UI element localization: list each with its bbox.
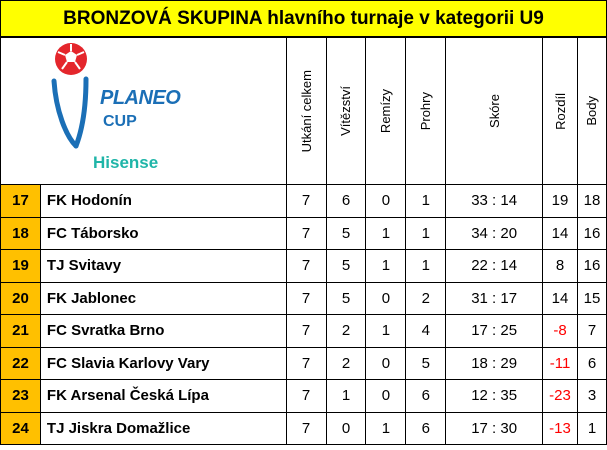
score-cell: 31 : 17	[446, 282, 543, 315]
soccer-ball-icon	[53, 41, 89, 77]
table-row	[1, 185, 607, 218]
score-cell: 17 : 30	[446, 412, 543, 445]
sponsor-name: Hisense	[93, 153, 159, 172]
played-cell: 7	[286, 250, 326, 283]
wins-cell: 5	[326, 282, 366, 315]
diff-cell: 14	[543, 217, 578, 250]
played-cell: 7	[286, 282, 326, 315]
points-cell: 7	[577, 315, 606, 348]
rank-cell: 17	[1, 185, 41, 218]
planeo-cup-logo	[46, 41, 196, 181]
points-cell: 18	[577, 185, 606, 218]
logo-cell	[1, 38, 287, 185]
points-cell: 1	[577, 412, 606, 445]
table-row	[1, 380, 607, 413]
draws-cell: 1	[366, 412, 406, 445]
draws-cell: 0	[366, 282, 406, 315]
table-row	[1, 217, 607, 250]
played-cell: 7	[286, 347, 326, 380]
score-cell: 34 : 20	[446, 217, 543, 250]
brand-name: PLANEO	[100, 87, 181, 109]
wins-cell: 5	[326, 250, 366, 283]
wins-cell: 1	[326, 380, 366, 413]
played-cell: 7	[286, 217, 326, 250]
losses-cell: 4	[406, 315, 446, 348]
col-header-score: Skóre	[446, 38, 543, 185]
score-cell: 22 : 14	[446, 250, 543, 283]
played-cell: 7	[286, 380, 326, 413]
team-cell: FK Jablonec	[40, 282, 286, 315]
played-cell: 7	[286, 412, 326, 445]
table-row	[1, 347, 607, 380]
points-cell: 6	[577, 347, 606, 380]
col-header-diff: Rozdíl	[543, 38, 578, 185]
page-title: BRONZOVÁ SKUPINA hlavního turnaje v kategorii U9	[0, 0, 607, 37]
team-cell: TJ Svitavy	[40, 250, 286, 283]
table-row	[1, 412, 607, 445]
diff-cell: 8	[543, 250, 578, 283]
table-row	[1, 250, 607, 283]
team-cell: FK Arsenal Česká Lípa	[40, 380, 286, 413]
diff-cell: 19	[543, 185, 578, 218]
table-row	[1, 315, 607, 348]
diff-cell: 14	[543, 282, 578, 315]
losses-cell: 6	[406, 412, 446, 445]
losses-cell: 1	[406, 185, 446, 218]
team-cell: FC Svratka Brno	[40, 315, 286, 348]
played-cell: 7	[286, 315, 326, 348]
points-cell: 16	[577, 250, 606, 283]
points-cell: 3	[577, 380, 606, 413]
rank-cell: 20	[1, 282, 41, 315]
team-cell: FK Hodonín	[40, 185, 286, 218]
losses-cell: 6	[406, 380, 446, 413]
diff-cell: -8	[543, 315, 578, 348]
rank-cell: 22	[1, 347, 41, 380]
wins-cell: 5	[326, 217, 366, 250]
brand-sub: CUP	[103, 113, 137, 130]
team-cell: FC Táborsko	[40, 217, 286, 250]
rank-cell: 23	[1, 380, 41, 413]
played-cell: 7	[286, 185, 326, 218]
rank-cell: 24	[1, 412, 41, 445]
diff-cell: -11	[543, 347, 578, 380]
table-row	[1, 282, 607, 315]
wins-cell: 6	[326, 185, 366, 218]
team-cell: TJ Jiskra Domažlice	[40, 412, 286, 445]
wins-cell: 2	[326, 315, 366, 348]
header-row	[1, 38, 607, 185]
losses-cell: 5	[406, 347, 446, 380]
rank-cell: 21	[1, 315, 41, 348]
score-cell: 17 : 25	[446, 315, 543, 348]
draws-cell: 1	[366, 250, 406, 283]
col-header-draws: Remízy	[366, 38, 406, 185]
points-cell: 15	[577, 282, 606, 315]
draws-cell: 0	[366, 185, 406, 218]
team-cell: FC Slavia Karlovy Vary	[40, 347, 286, 380]
draws-cell: 1	[366, 217, 406, 250]
diff-cell: -13	[543, 412, 578, 445]
col-header-wins: Vítězství	[326, 38, 366, 185]
swoosh-icon	[46, 71, 106, 151]
wins-cell: 0	[326, 412, 366, 445]
draws-cell: 0	[366, 347, 406, 380]
score-cell: 18 : 29	[446, 347, 543, 380]
score-cell: 33 : 14	[446, 185, 543, 218]
draws-cell: 1	[366, 315, 406, 348]
col-header-played: Utkání celkem	[286, 38, 326, 185]
losses-cell: 2	[406, 282, 446, 315]
points-cell: 16	[577, 217, 606, 250]
standings-table	[0, 37, 607, 445]
wins-cell: 2	[326, 347, 366, 380]
rank-cell: 19	[1, 250, 41, 283]
draws-cell: 0	[366, 380, 406, 413]
losses-cell: 1	[406, 217, 446, 250]
col-header-points: Body	[577, 38, 606, 185]
diff-cell: -23	[543, 380, 578, 413]
rank-cell: 18	[1, 217, 41, 250]
score-cell: 12 : 35	[446, 380, 543, 413]
col-header-losses: Prohry	[406, 38, 446, 185]
losses-cell: 1	[406, 250, 446, 283]
